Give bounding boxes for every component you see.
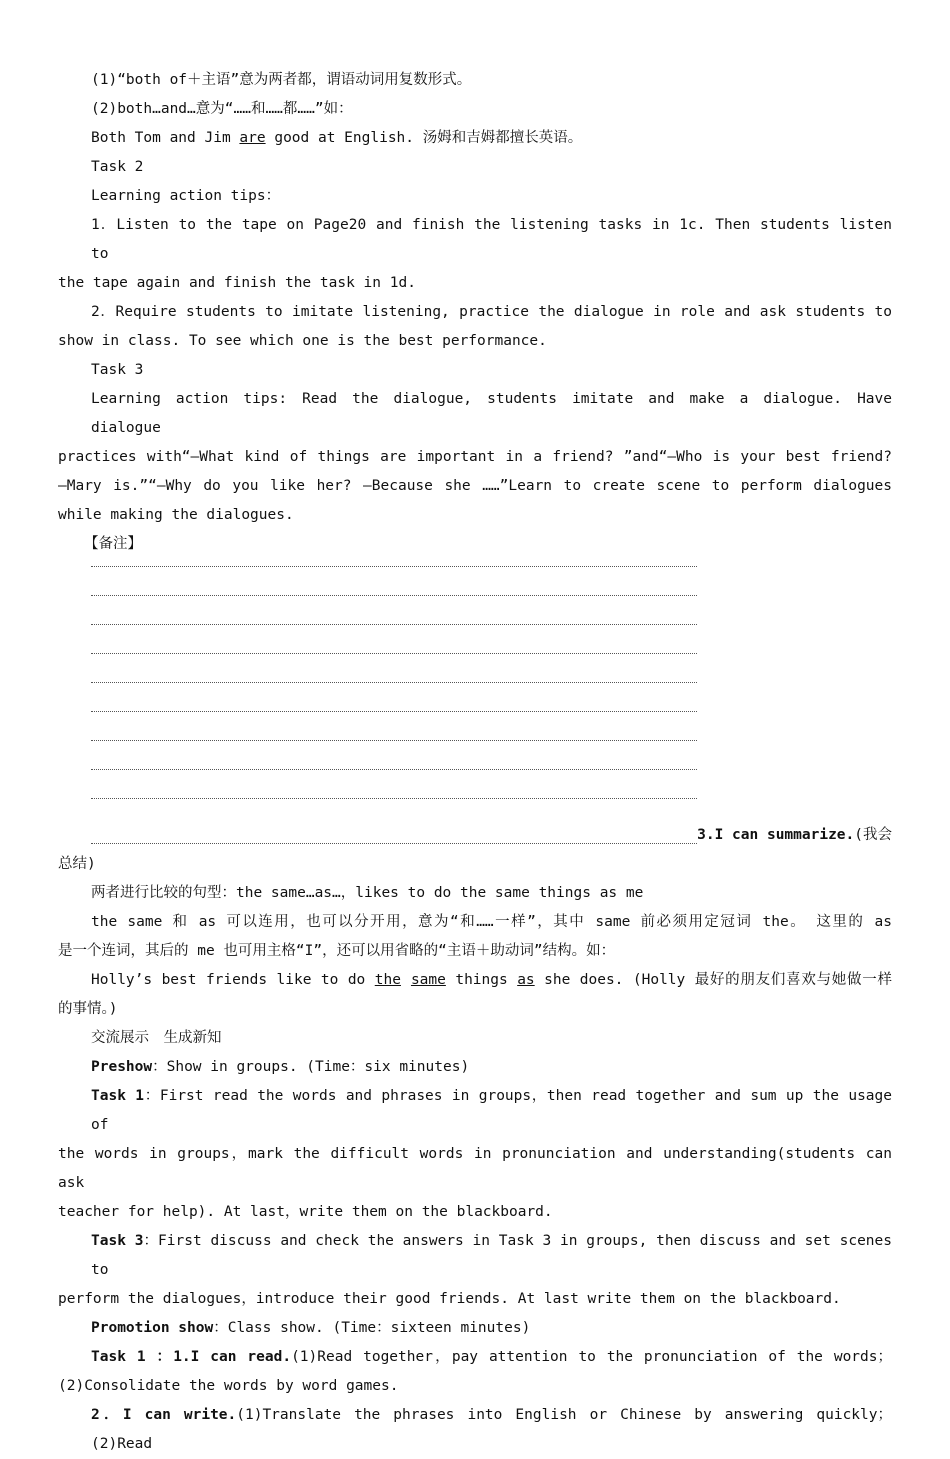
note-line: [91, 740, 697, 741]
task3-title: Task 3: [91, 362, 144, 378]
underlined-the: the: [374, 972, 401, 988]
underlined-same: same: [410, 972, 446, 988]
summarize-heading: 3.I can summarize.(我会: [697, 827, 892, 843]
task2-title: Task 2: [91, 159, 144, 175]
preshow-task3-line2: perform the dialogues，introduce their good friends. At last write them on the blackboard.: [58, 1291, 841, 1307]
note-writing-lines: [58, 559, 892, 821]
promotion-task1-line1: Task 1 ：1.I can read.(1)Read together，pay attention to the pronunciation of the words；: [91, 1349, 892, 1365]
preshow-task3-line1: Task 3：First discuss and check the answers in Task 3 in groups, then discuss and set scenes to: [91, 1233, 892, 1278]
task2-item2-line1: 2．Require students to imitate listening, practice the dialogue in role and ask students to: [91, 304, 892, 320]
note-line: [91, 843, 697, 844]
note-line: [91, 682, 697, 683]
task2-item1-line2: the tape again and finish the task in 1d.: [58, 275, 416, 291]
comparison-example-line2: 的事情。): [58, 1001, 118, 1017]
grammar-note-1: (1)“both of＋主语”意为两者都，谓语动词用复数形式。: [91, 72, 472, 88]
note-line: [91, 653, 697, 654]
section-heading: 交流展示 生成新知: [91, 1030, 222, 1046]
preshow-task1-line2: the words in groups，mark the difficult words in pronunciation and understanding(students can ask: [58, 1146, 892, 1191]
promotion-task2-line1: 2．I can write.(1)Translate the phrases into English or Chinese by answering quickly；(2)Read: [91, 1407, 892, 1452]
promotion-show-line: Promotion show：Class show. (Time：sixteen minutes): [91, 1320, 531, 1336]
task3-line3: —Mary is.”“—Why do you like her? —Because she ……”Learn to create scene to perform dialogues: [58, 478, 892, 494]
task3-line2: practices with“—What kind of things are important in a friend? ”and“—Who is your best friend?: [58, 449, 892, 465]
summarize-heading-row: [58, 821, 892, 850]
task2-item2-line2: show in class. To see which one is the best performance.: [58, 333, 547, 349]
underlined-as: as: [517, 972, 535, 988]
note-line: [91, 624, 697, 625]
task3-line1: Learning action tips: Read the dialogue, students imitate and make a dialogue. Have dialogue: [91, 391, 892, 436]
comparison-note-line1: the same 和 as 可以连用，也可以分开用，意为“和……一样”，其中 same 前必须用定冠词 the。 这里的 as: [91, 914, 892, 930]
grammar-note-2: (2)both…and…意为“……和……都……”如：: [91, 101, 353, 117]
task2-item1-line1: 1．Listen to the tape on Page20 and finish the listening tasks in 1c. Then students listen to: [91, 217, 892, 262]
task3-line4: while making the dialogues.: [58, 507, 294, 523]
preshow-line: Preshow：Show in groups. (Time：six minutes): [91, 1059, 470, 1075]
note-heading: 【备注】: [84, 536, 142, 552]
task2-tips-heading: Learning action tips：: [91, 188, 281, 204]
promotion-task1-line2: (2)Consolidate the words by word games.: [58, 1378, 399, 1394]
comparison-note-line2: 是一个连词，其后的 me 也可用主格“I”，还可以用省略的“主语＋助动词”结构。如：: [58, 943, 616, 959]
preshow-task1-line3: teacher for help). At last，write them on the blackboard.: [58, 1204, 553, 1220]
comparison-pattern: 两者进行比较的句型：the same…as…，likes to do the same things as me: [91, 885, 644, 901]
note-line: [91, 711, 697, 712]
preshow-task1-line1: Task 1：First read the words and phrases in groups，then read together and sum up the usage of: [91, 1088, 892, 1133]
note-line: [91, 595, 697, 596]
note-line: [91, 798, 697, 799]
summarize-heading-cont: 总结): [58, 856, 96, 872]
comparison-example-line1: Holly’s best friends like to do the same things as she does. (Holly 最好的朋友们喜欢与她做一样: [91, 972, 892, 988]
note-line: [91, 769, 697, 770]
document-page: [58, 66, 892, 1459]
example-sentence: Both Tom and Jim are good at English. 汤姆和吉姆都擅长英语。: [91, 130, 583, 146]
note-line: [91, 566, 697, 567]
underlined-verb: are: [239, 130, 266, 146]
